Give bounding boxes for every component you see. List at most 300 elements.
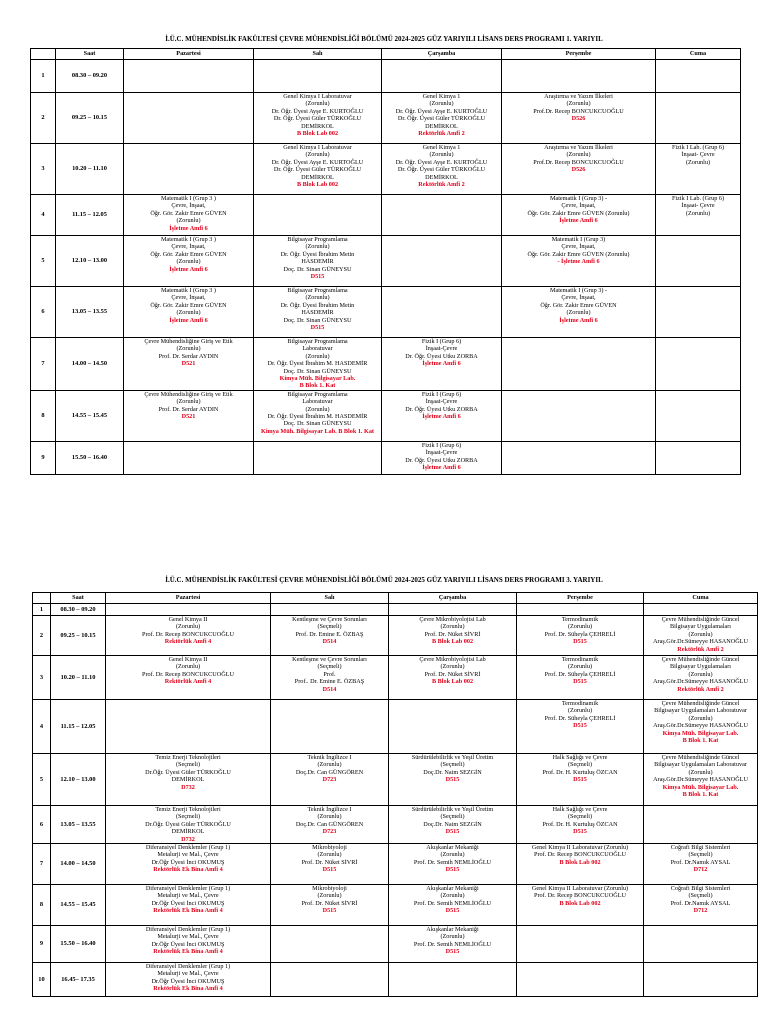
course-line: DEMİRKOL (171, 828, 205, 836)
course-line: Dr. Öğr. Üyesi Güler TÜRKOĞLU (273, 166, 362, 174)
room-label: İşletme Amfi 6 (559, 217, 598, 225)
course-line: Prof.Dr. Recep BONCUKCUOĞLU (533, 158, 624, 166)
course-line: (Zorunlu) (685, 209, 711, 217)
course-line: (Zorunlu) (175, 663, 201, 671)
course-line: Prof. Dr. Süheyla ÇEHRELİ (544, 630, 616, 638)
course-line: Araş.Gör.Dr.Sümeyye HASANOĞLU (653, 776, 748, 784)
time-slot: 12.10 – 13.00 (56, 236, 124, 287)
course-cell-friday (644, 885, 758, 926)
course-line: Prof. Dr. Nüket SİVRİ (301, 899, 358, 907)
course-line: Prof. (323, 670, 336, 678)
room-label: B Blok 1. Kat (682, 737, 719, 745)
course-line: Sürdürülebilirlik ve Yeşil Üretim (411, 806, 494, 813)
course-line: (Zorunlu) (317, 813, 342, 821)
room-label: B Blok Lab 002 (296, 130, 339, 138)
course-line: Prof. Dr. H. Kurtuluş ÖZCAN (542, 768, 618, 776)
course-line: Mikrobiyoloji (312, 844, 347, 852)
course-cell-friday (644, 806, 758, 844)
schedule-row (33, 926, 758, 963)
course-line: Coğrafi Bilgi Sistemleri (670, 885, 731, 893)
course-cell-thursday (502, 338, 656, 391)
course-line: Prof. Dr. Recep BONCUKCUOĞLU (534, 892, 626, 900)
course-cell-monday (106, 844, 271, 885)
course-line: Genel Kimya II Laboratuvar (Zorunlu) (531, 844, 629, 852)
course-line: (Zorunlu) (429, 151, 454, 159)
course-line: (Zorunlu) (440, 623, 465, 631)
course-line: Matematik I (Grup 3 ) (161, 195, 216, 202)
schedule-row (33, 604, 758, 616)
course-line: Dr. Öğr. Üyesi Utku ZORBA (405, 405, 478, 413)
room-label: D515 (573, 722, 587, 730)
course-line: Çevre, İnşaat, (561, 294, 596, 302)
room-label: D521 (181, 413, 196, 421)
time-slot: 15.50 – 16.40 (51, 926, 106, 963)
course-line: Öğr. Gör. Zakir Emre GÜVEN (Zorunlu) (527, 209, 630, 217)
row-number: 5 (31, 236, 56, 287)
course-line: Kentleşme ve Çevre Sorunları (292, 656, 367, 663)
schedule-row (31, 390, 741, 441)
course-cell-wednesday (389, 963, 517, 997)
course-cell-monday (106, 926, 271, 963)
time-slot: 13.05 – 13.55 (56, 287, 124, 338)
schedule-row (31, 144, 741, 195)
course-cell-monday (106, 885, 271, 926)
column-header: Çarşamba (382, 49, 502, 60)
course-line: (Zorunlu) (317, 892, 342, 900)
room-label: B Blok Lab 002 (431, 638, 474, 646)
room-label: Rektörlük Amfi 2 (677, 685, 724, 693)
schedule-row (31, 60, 741, 93)
course-line: Metalurji ve Mal., Çevre (157, 892, 219, 900)
room-label: İşletme Amfi 6 (169, 316, 208, 324)
course-line: Prof. Dr. Semih NEMLİOĞLU (413, 940, 492, 948)
course-line: Laboratuvar (302, 345, 333, 353)
room-label: Rektörlük Amfi 2 (677, 645, 724, 653)
row-number: 1 (31, 60, 56, 93)
course-line: (Zorunlu) (566, 309, 591, 317)
schedule-row (33, 844, 758, 885)
course-cell-tuesday (271, 754, 389, 806)
course-line: Matematik I (Grup 3) - (549, 287, 608, 294)
course-line: Prof. Dr. Serdar AYDIN (158, 352, 219, 360)
course-line: (Zorunlu) (175, 623, 201, 631)
course-line: Dr.Öğr Üyesi İnci OKUMUŞ (151, 899, 225, 907)
course-line: Prof.Dr. Recep BONCUKCUOĞLU (533, 107, 624, 115)
course-line: Coğrafi Bilgi Sistemleri (670, 844, 731, 852)
room-label: Rektörlük Ek Bina Amfi 4 (153, 866, 223, 874)
course-line: Öğr. Gör. Zakir Emre GÜVEN (Zorunlu) (527, 250, 630, 258)
room-label: D723 (322, 776, 337, 784)
course-cell-thursday (517, 604, 644, 616)
course-line: Prof. Dr. Nüket SİVRİ (424, 670, 481, 678)
room-label: Rektörlük Amfi 2 (418, 181, 465, 189)
course-line: Teknik İngilizce I (307, 806, 352, 813)
course-line: Çevre Mühendisliğinde Güncel (661, 754, 740, 761)
course-line: Öğr. Gör. Zakir Emre GÜVEN (150, 250, 227, 258)
course-line: Öğr. Gör. Zakir Emre GÜVEN (150, 209, 227, 217)
room-label: İşletme Amfi 6 (422, 464, 461, 472)
course-cell-monday (124, 338, 254, 391)
room-label: Rektörlük Ek Bina Amfi 4 (153, 907, 223, 915)
course-cell-wednesday (382, 195, 502, 236)
row-number: 4 (33, 700, 51, 754)
course-line: Bilgisayar Uygulamaları (670, 623, 731, 631)
course-cell-monday (106, 656, 271, 700)
course-line: Dr. Öğr. Üyesi Utku ZORBA (405, 352, 478, 360)
course-line: Dr. Öğr. Üyesi Ayşe E. KURTOĞLU (395, 107, 488, 115)
row-number: 6 (31, 287, 56, 338)
time-slot: 11.15 – 12.05 (51, 700, 106, 754)
course-line: Çevre, İnşaat, (171, 202, 206, 210)
column-header: Saat (51, 593, 106, 604)
course-cell-tuesday (271, 656, 389, 700)
course-line: Diferansiyel Denklemler (Grup 1) (145, 963, 231, 971)
course-line: (Zorunlu) (176, 217, 201, 225)
course-line: (Seçmeli) (440, 813, 465, 821)
course-cell-tuesday (254, 390, 382, 441)
course-line: HASDEMİR (301, 309, 334, 317)
course-cell-friday (644, 604, 758, 616)
course-line: Diferansiyel Denklemler (Grup 1) (145, 885, 231, 893)
row-number: 6 (33, 806, 51, 844)
schedule-row (31, 236, 741, 287)
course-line: (Seçmeli) (175, 761, 201, 769)
course-cell-thursday (502, 390, 656, 441)
course-line: Matematik I (Grup 3) - (549, 195, 608, 202)
course-cell-wednesday (389, 604, 517, 616)
column-header: Salı (271, 593, 389, 604)
row-number: 2 (31, 93, 56, 144)
course-line: (Zorunlu) (688, 630, 713, 638)
course-line: Çevre Mühendisliğinde Güncel (661, 656, 740, 663)
course-line: Çevre Mühendisliğinde Güncel (661, 616, 740, 623)
course-line: Prof. Dr. Semih NEMLİOĞLU (413, 899, 492, 907)
course-line: Dr. Öğr. Üyesi İbrahim Metin (280, 301, 355, 309)
room-label: Kimya Müh. Bilgisayar Lab. (662, 729, 739, 737)
course-cell-tuesday (254, 338, 382, 391)
time-slot: 11.15 – 12.05 (56, 195, 124, 236)
course-cell-tuesday (254, 195, 382, 236)
course-line: Prof. Dr. Emine E. ÖZBAŞ (295, 630, 364, 638)
course-cell-thursday (502, 144, 656, 195)
course-line: Bilgisayar Programlama (287, 287, 348, 294)
room-label: D515 (310, 324, 325, 332)
course-cell-wednesday (389, 656, 517, 700)
column-header: Cuma (656, 49, 741, 60)
room-label: Rektörlük Ek Bina Amfi 4 (153, 985, 223, 993)
row-number: 5 (33, 754, 51, 806)
course-line: Dr.Öğr Üyesi İnci OKUMUŞ (151, 858, 225, 866)
course-line: Prof. Dr.Namık AYSAL (670, 858, 731, 866)
column-header: Saat (56, 49, 124, 60)
course-line: (Zorunlu) (317, 851, 342, 859)
schedule-row (31, 195, 741, 236)
course-line: Araş.Gör.Dr.Sümeyye HASANOĞLU (653, 638, 748, 646)
course-line: Bilgisayar Uygulamaları Laboratuvar (654, 761, 747, 769)
course-line: Prof. Dr. Recep BONCUKCUOĞLU (534, 851, 626, 859)
course-line: (Zorunlu) (176, 258, 201, 266)
time-slot: 09.25 – 10.15 (51, 616, 106, 656)
program3-table (32, 592, 758, 997)
column-header: Perşembe (517, 593, 644, 604)
room-label: D515 (445, 948, 460, 956)
course-cell-monday (106, 754, 271, 806)
course-line: Çevre Mikrobiyolojisi Lab (419, 616, 486, 623)
course-line: Bilgisayar Programlama (287, 236, 348, 243)
room-label: D515 (573, 776, 587, 784)
course-line: Çevre Mikrobiyolojisi Lab (419, 656, 486, 663)
time-slot: 13.05 – 13.55 (51, 806, 106, 844)
room-label: D723 (322, 828, 337, 836)
course-cell-tuesday (254, 144, 382, 195)
room-label: Rektörlük Amfi 4 (164, 638, 212, 646)
course-line: (Zorunlu) (176, 345, 201, 353)
course-line: Doç. Dr. Sinan GÜNEYSU (283, 420, 352, 428)
course-cell-wednesday (389, 926, 517, 963)
time-slot: 08.30 – 09.20 (51, 604, 106, 616)
course-cell-thursday (517, 616, 644, 656)
course-cell-monday (106, 604, 271, 616)
course-line: İnşaat- Çevre (681, 151, 715, 159)
course-line: İnşaat-Çevre (425, 345, 458, 353)
course-line: Dr. Öğr. Üyesi Ayşe E. KURTOĞLU (271, 158, 364, 166)
schedule-row (33, 806, 758, 844)
schedule-row (33, 616, 758, 656)
schedule-row (31, 287, 741, 338)
room-label: D515 (445, 866, 460, 874)
course-cell-tuesday (271, 806, 389, 844)
course-line: İnşaat-Çevre (425, 398, 458, 406)
row-number: 7 (33, 844, 51, 885)
course-cell-monday (106, 700, 271, 754)
course-line: Çevre Mühendisliğine Giriş ve Etik (144, 338, 233, 345)
room-label: - İşletme Amfi 6 (557, 258, 600, 266)
course-cell-tuesday (271, 844, 389, 885)
course-line: Matematik I (Grup 3 ) (161, 236, 216, 243)
room-label: B Blok Lab 002 (296, 181, 339, 189)
course-cell-tuesday (254, 236, 382, 287)
course-line: (Zorunlu) (567, 623, 593, 631)
row-number: 7 (31, 338, 56, 391)
course-cell-monday (106, 616, 271, 656)
course-line: Teknik İngilizce I (307, 754, 352, 761)
row-number: 10 (33, 963, 51, 997)
course-cell-thursday (517, 885, 644, 926)
course-line: DEMİRKOL (301, 122, 334, 130)
room-label: D515 (322, 907, 337, 915)
course-line: Araş.Gör.Dr.Sümeyye HASANOĞLU (653, 722, 748, 730)
course-line: Genel Kimya II Laboratuvar (Zorunlu) (531, 885, 629, 893)
room-label: Rektörlük Amfi 2 (418, 130, 465, 138)
program1-title: İ.Ü.C. MÜHENDİSLİK FAKÜLTESİ ÇEVRE MÜHENDİSLİĞİ BÖLÜMÜ 2024-2025 GÜZ YARIYILI LİSANS DERS PROGRAMI 1. YARIYIL (165, 35, 603, 43)
course-line: Dr. Öğr. Üyesi İbrahim M. HASDEMİR (267, 413, 368, 421)
course-line: Prof. Dr. Nüket SİVRİ (301, 858, 358, 866)
course-line: Dr.Öğr. Üyesi Güler TÜRKOĞLU (145, 768, 231, 776)
course-line: Doç. Dr. Sinan GÜNEYSU (283, 316, 352, 324)
course-line: DEMİRKOL (171, 776, 205, 784)
course-line: Dr.Öğr. Üyesi Güler TÜRKOĞLU (145, 820, 231, 828)
course-cell-wednesday (389, 616, 517, 656)
course-line: Öğr. Gör. Zakir Emre GÜVEN (150, 301, 227, 309)
course-cell-tuesday (271, 616, 389, 656)
course-line: (Zorunlu) (429, 100, 454, 108)
course-line: Prof. Dr. Recep BONCUKCUOĞLU (142, 670, 234, 678)
room-label: Kimya Müh. Bilgisayar Lab. B Blok 1. Kat (261, 427, 374, 435)
course-cell-monday (124, 390, 254, 441)
course-cell-tuesday (271, 700, 389, 754)
course-cell-wednesday (389, 754, 517, 806)
course-line: Genel Kimya I Laboratuvar (283, 93, 352, 100)
course-cell-monday (124, 287, 254, 338)
course-line: Dr. Öğr. Üyesi Ayşe E. KURTOĞLU (395, 158, 488, 166)
time-slot: 16.45– 17.35 (51, 963, 106, 997)
room-label: D712 (693, 866, 708, 874)
course-cell-wednesday (382, 338, 502, 391)
course-cell-tuesday (254, 287, 382, 338)
time-slot: 08.30 – 09.20 (56, 60, 124, 93)
course-line: Öğr. Gör. Zakir Emre GÜVEN (540, 301, 617, 309)
time-slot: 09.25 – 10.15 (56, 93, 124, 144)
room-label: D515 (573, 678, 587, 686)
course-line: Doç. Dr. Sinan GÜNEYSU (283, 367, 352, 375)
course-cell-friday (644, 844, 758, 885)
course-line: (Zorunlu) (305, 100, 330, 108)
course-line: (Zorunlu) (440, 663, 465, 671)
header-row (31, 49, 741, 60)
course-line: Diferansiyel Denklemler (Grup 1) (145, 844, 231, 852)
course-line: Genel Kimya 1 (422, 93, 461, 100)
room-label: İşletme Amfi 6 (169, 265, 208, 273)
course-cell-tuesday (254, 441, 382, 474)
room-label: B Blok Lab 002 (559, 858, 601, 866)
course-cell-friday (644, 656, 758, 700)
course-line: Prof. Dr. Süheyla ÇEHRELİ (544, 670, 616, 678)
course-cell-wednesday (389, 700, 517, 754)
course-line: Prof. Dr. Serdar AYDIN (158, 405, 219, 413)
course-cell-thursday (517, 754, 644, 806)
course-cell-monday (106, 806, 271, 844)
course-line: (Zorunlu) (566, 151, 591, 159)
row-number: 8 (33, 885, 51, 926)
course-line: (Seçmeli) (567, 761, 593, 769)
course-cell-wednesday (382, 144, 502, 195)
time-slot: 14.55 – 15.45 (56, 390, 124, 441)
course-line: Doç.Dr. Can GÜNGÖREN (295, 768, 364, 776)
room-label: Kimya Müh. Bilgisayar Lab. (279, 375, 356, 383)
course-line: HASDEMİR (301, 258, 334, 266)
course-line: Doç.Dr. Naim SEZGİN (423, 820, 482, 828)
course-line: (Seçmeli) (175, 813, 201, 821)
time-slot: 14.55 – 15.45 (51, 885, 106, 926)
column-header: Cuma (644, 593, 758, 604)
course-line: Çevre, İnşaat, (561, 202, 596, 210)
row-number: 2 (33, 616, 51, 656)
course-cell-thursday (517, 844, 644, 885)
course-cell-tuesday (271, 963, 389, 997)
course-cell-tuesday (271, 604, 389, 616)
course-cell-monday (124, 441, 254, 474)
column-header: Salı (254, 49, 382, 60)
course-cell-friday (644, 700, 758, 754)
course-line: Fizik I Lab. (Grup 6) (671, 144, 725, 151)
course-cell-tuesday (254, 93, 382, 144)
course-line: Dr. Öğr. Üyesi İbrahim Metin (280, 250, 355, 258)
course-cell-friday (644, 926, 758, 963)
course-cell-wednesday (382, 60, 502, 93)
course-cell-thursday (517, 963, 644, 997)
schedule-row (33, 754, 758, 806)
room-label: İşletme Amfi 6 (422, 413, 461, 421)
course-cell-tuesday (271, 885, 389, 926)
course-line: Araştırma ve Yazım İlkeleri (544, 144, 613, 151)
course-cell-friday (656, 144, 741, 195)
room-label: D712 (693, 907, 708, 915)
room-label: D515 (310, 273, 325, 281)
course-line: Akışkanlar Mekaniği (426, 844, 479, 852)
course-line: Bilgisayar Programlama (287, 390, 348, 398)
course-line: Kentleşme ve Çevre Sorunları (292, 616, 367, 623)
course-line: (Zorunlu) (685, 158, 711, 166)
course-line: Prof. Dr. Nüket SİVRİ (424, 630, 481, 638)
course-cell-wednesday (382, 287, 502, 338)
room-label: D526 (571, 166, 586, 174)
course-line: Metalurji ve Mal., Çevre (157, 970, 219, 978)
program3-title: İ.Ü.C. MÜHENDİSLİK FAKÜLTESİ ÇEVRE MÜHENDİSLİĞİ BÖLÜMÜ 2024-2025 GÜZ YARIYILI LİSANS DERS PROGRAMI 3. YARIYIL (165, 576, 603, 584)
time-slot: 12.10 – 13.00 (51, 754, 106, 806)
course-line: Doç.Dr. Can GÜNGÖREN (295, 820, 364, 828)
room-label: D515 (445, 776, 460, 784)
room-label: D515 (445, 907, 460, 915)
course-cell-friday (656, 195, 741, 236)
course-line: Bilgisayar Programlama (287, 338, 348, 345)
course-line: Fizik I (Grup 6) (421, 338, 462, 345)
column-header: Pazartesi (106, 593, 271, 604)
course-cell-thursday (502, 60, 656, 93)
room-label: B Blok 1. Kat (682, 791, 719, 799)
course-line: Çevre Mühendisliğine Giriş ve Etik (144, 390, 233, 398)
course-line: (Zorunlu) (176, 398, 201, 406)
room-label: İşletme Amfi 6 (169, 224, 208, 232)
course-line: (Zorunlu) (567, 663, 593, 671)
course-line: Laboratuvar (302, 398, 333, 406)
time-slot: 10.20 – 11.10 (51, 656, 106, 700)
course-line: Dr. Öğr. Üyesi Güler TÜRKOĞLU (397, 115, 486, 123)
course-line: Prof. Dr. Süheyla ÇEHRELİ (544, 714, 616, 722)
course-cell-monday (124, 144, 254, 195)
course-line: (Zorunlu) (440, 933, 465, 941)
course-line: Dr. Öğr. Üyesi Utku ZORBA (405, 456, 478, 464)
course-line: Prof. Dr. Recep BONCUKCUOĞLU (142, 630, 234, 638)
course-line: Dr. Öğr. Üyesi Ayşe E. KURTOĞLU (271, 107, 364, 115)
column-header (31, 49, 56, 60)
course-cell-wednesday (389, 844, 517, 885)
course-line: Çevre, İnşaat, (561, 243, 596, 251)
column-header: Çarşamba (389, 593, 517, 604)
room-label: Kimya Müh. Bilgisayar Lab. (662, 783, 739, 791)
course-line: Çevre Mühendisliğinde Güncel (661, 700, 740, 707)
course-cell-friday (656, 338, 741, 391)
course-line: Akışkanlar Mekaniği (426, 885, 479, 893)
course-line: Metalurji ve Mal., Çevre (157, 851, 219, 859)
course-cell-friday (644, 754, 758, 806)
course-line: Prof. Dr.Namık AYSAL (670, 899, 731, 907)
room-label: D515 (573, 828, 587, 836)
room-label: D514 (322, 685, 337, 693)
row-number: 9 (31, 441, 56, 474)
course-cell-wednesday (382, 441, 502, 474)
course-cell-thursday (502, 195, 656, 236)
course-cell-thursday (517, 806, 644, 844)
